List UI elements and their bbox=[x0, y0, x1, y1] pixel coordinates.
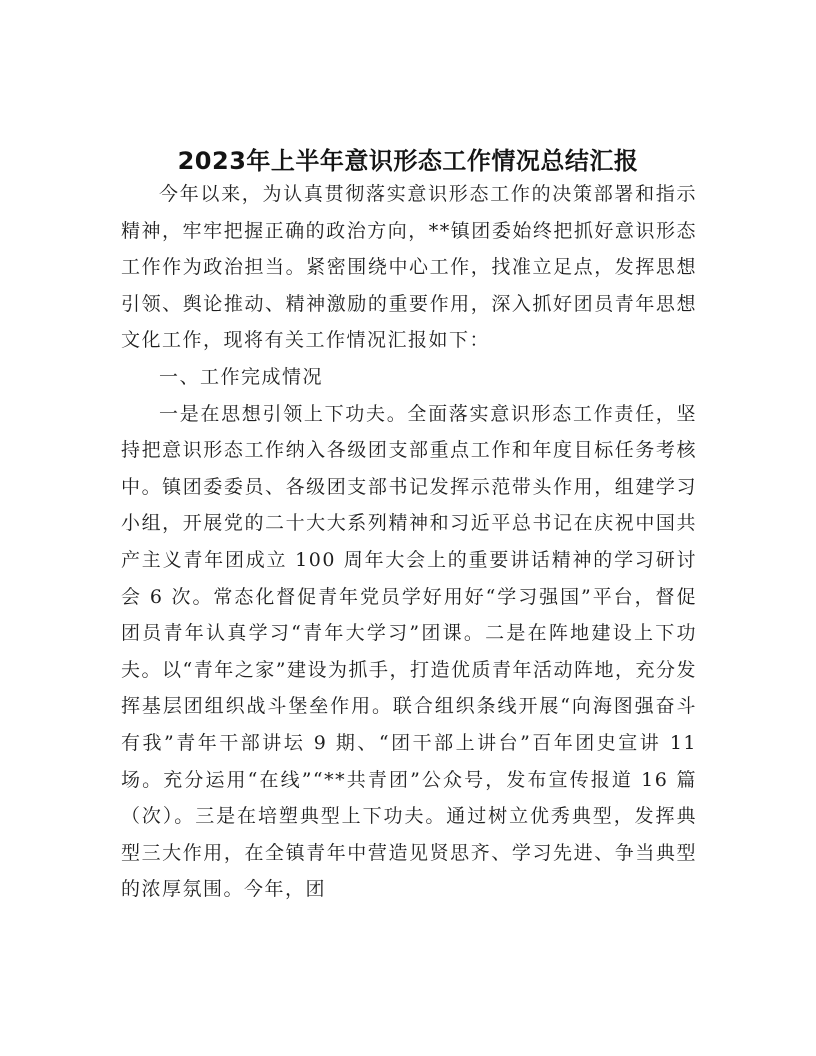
section-heading: 一、工作完成情况 bbox=[159, 365, 324, 388]
document-body bbox=[121, 176, 697, 908]
document-title: 2023年上半年意识形态工作情况总结汇报 bbox=[177, 147, 639, 175]
intro-paragraph: 今年以来，为认真贯彻落实意识形态工作的决策部署和指示精神，牢牢把握正确的政治方向，**镇团委始终把抓好意识形态工作作为政治担当。紧密围绕中心工作，找准立足点，发挥思想引领、舆论推动、精神激励的重要作用，深入抓好团员青年思想文化工作，现将有关工作情况汇报如下： bbox=[121, 183, 697, 352]
body-paragraph: 一是在思想引领上下功夫。全面落实意识形态工作责任，坚持把意识形态工作纳入各级团支部重点工作和年度目标任务考核中。镇团委委员、各级团支部书记发挥示范带头作用，组建学习小组，开展党的二十大大系列精神和习近平总书记在庆祝中国共产主义青年团成立 100 周年大会上的重要讲话精神的学习研讨会 6 次。常态化督促青年党员学好用好“学习强国”平台，督促团员青年认真学习“青年大学习”团课。二是在阵地建设上下功夫。以“青年之家”建设为抓手，打造优质青年活动阵地，充分发挥基层团组织战斗堡垒作用。联合组织条线开展“向海图强奋斗有我”青年干部讲坛 9 期、“团干部上讲台”百年团史宣讲 11 场。充分运用“在线”“**共青团”公众号，发布宣传报道 16 篇（次）。三是在培塑典型上下功夫。通过树立优秀典型，发挥典型三大作用，在全镇青年中营造见贤思齐、学习先进、争当典型的浓厚氛围。今年，团 bbox=[121, 402, 697, 901]
